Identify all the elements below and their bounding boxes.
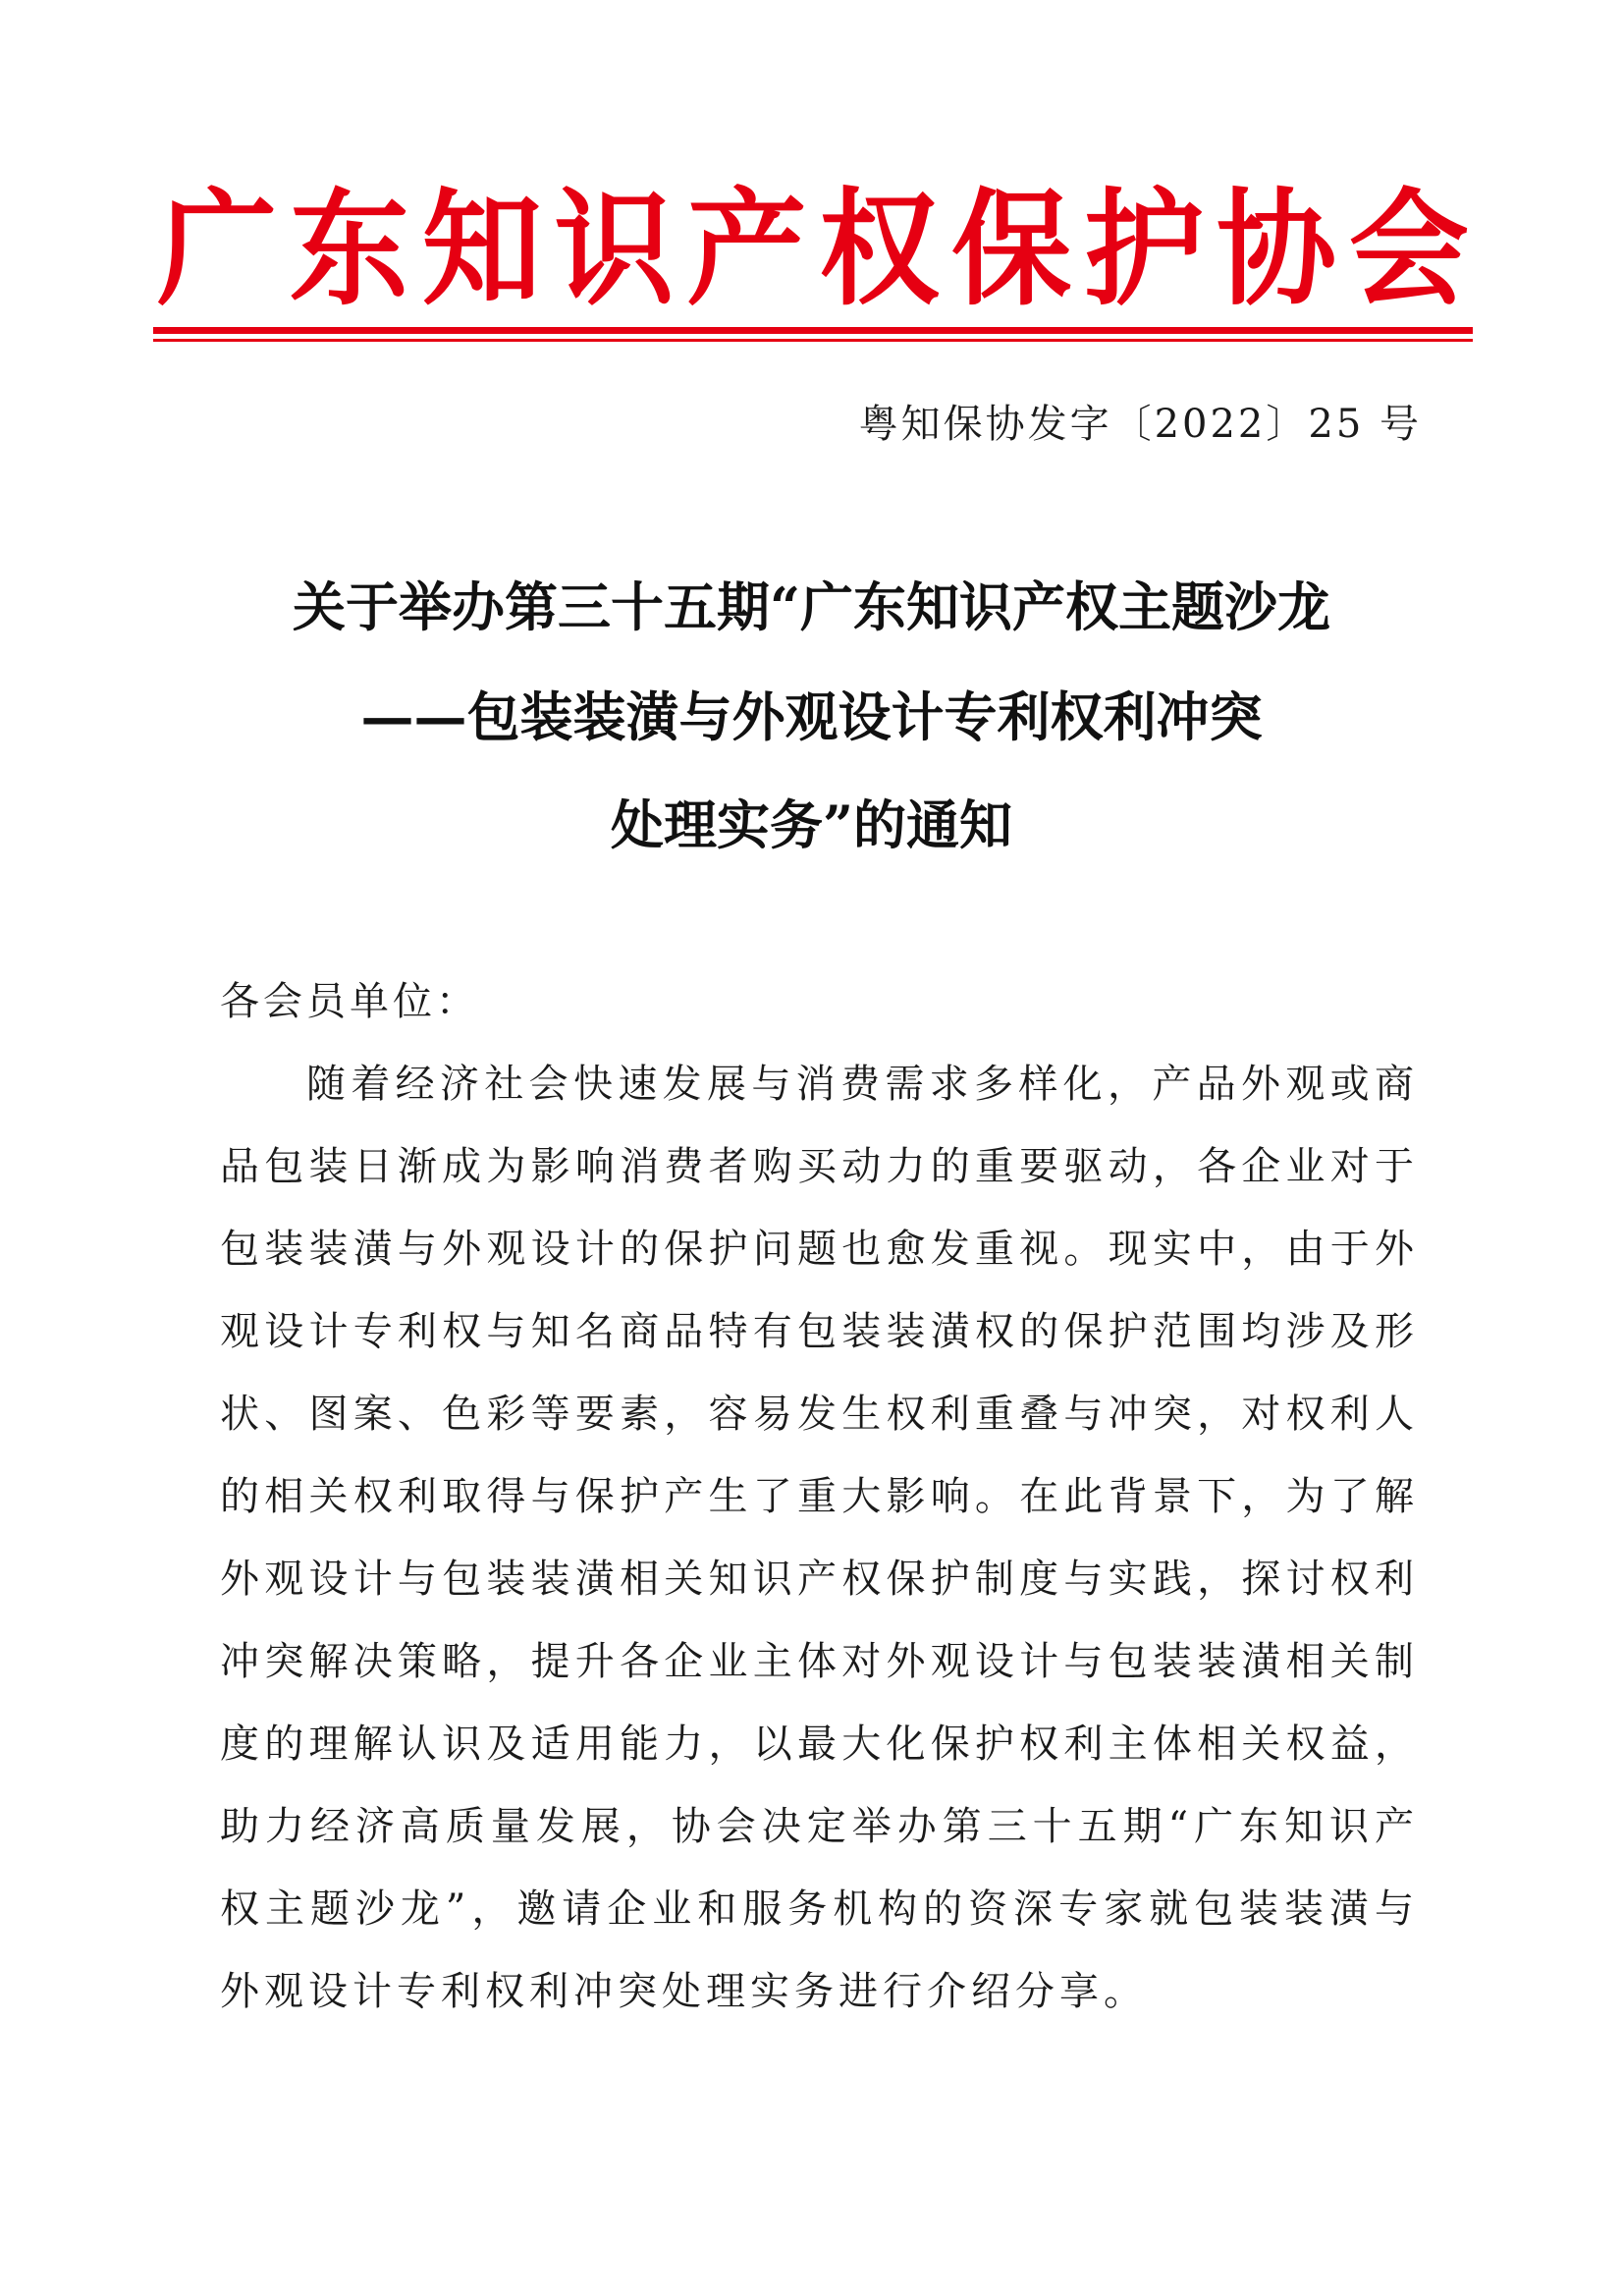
- paragraph-line: 外观设计专利权利冲突处理实务进行介绍分享。: [220, 1969, 1148, 2014]
- masthead-char: 知: [421, 174, 542, 323]
- masthead-char: 会: [1348, 174, 1469, 323]
- masthead-char: 广: [157, 174, 277, 323]
- document-title-line-3: 处理实务”的通知: [610, 793, 1013, 856]
- paragraph-line: 随着经济社会快速发展与消费需求多样化，产品外观或商: [306, 1062, 1414, 1107]
- paragraph-line: 的相关权利取得与保护产生了重大影响。在此背景下，为了解: [220, 1474, 1414, 1519]
- paragraph-line: 度的理解认识及适用能力，以最大化保护权利主体相关权益，: [220, 1722, 1414, 1767]
- masthead-char: 护: [1084, 174, 1205, 323]
- masthead-char: 权: [819, 174, 940, 323]
- salutation: 各会员单位：: [220, 979, 479, 1024]
- document-title-line-1: 关于举办第三十五期“广东知识产权主题沙龙: [292, 575, 1331, 638]
- masthead-char: 东: [289, 174, 409, 323]
- paragraph-line: 状、图案、色彩等要素，容易发生权利重叠与冲突，对权利人: [220, 1392, 1414, 1437]
- masthead-divider-thin: [153, 339, 1473, 342]
- organization-masthead: [157, 175, 1469, 322]
- paragraph-line: 助力经济高质量发展，协会决定举办第三十五期“广东知识产: [220, 1804, 1414, 1849]
- paragraph-line: 观设计专利权与知名商品特有包装装潢权的保护范围均涉及形: [220, 1309, 1414, 1354]
- paragraph-line: 权主题沙龙”，邀请企业和服务机构的资深专家就包装装潢与: [220, 1886, 1414, 1932]
- document-title-line-2: ——包装装潢与外观设计专利权利冲突: [360, 685, 1263, 748]
- masthead-char: 识: [554, 174, 675, 323]
- masthead-divider-thick: [153, 327, 1473, 334]
- masthead-char: 协: [1217, 174, 1336, 323]
- document-number: 粤知保协发字〔2022〕25 号: [858, 402, 1422, 447]
- paragraph-line: 品包装日渐成为影响消费者购买动力的重要驱动，各企业对于: [220, 1144, 1414, 1189]
- masthead-char: 保: [951, 174, 1072, 323]
- paragraph-line: 冲突解决策略，提升各企业主体对外观设计与包装装潢相关制: [220, 1639, 1414, 1684]
- paragraph-line: 外观设计与包装装潢相关知识产权保护制度与实践，探讨权利: [220, 1557, 1414, 1602]
- paragraph-line: 包装装潢与外观设计的保护问题也愈发重视。现实中，由于外: [220, 1227, 1414, 1272]
- masthead-char: 产: [686, 174, 807, 323]
